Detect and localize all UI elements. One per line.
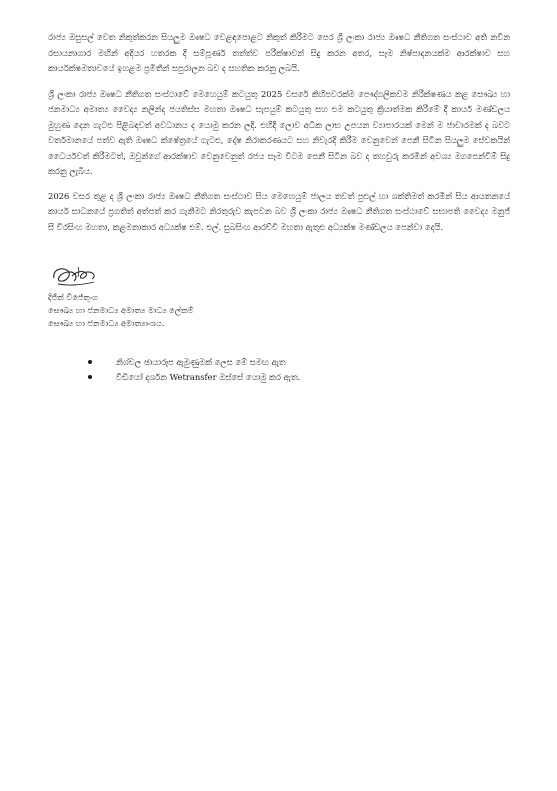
bullet-icon bbox=[88, 375, 92, 379]
signature-block bbox=[48, 291, 288, 330]
paragraph-2026-plans: 2026 වසර තුළ ද ශ්‍රී ලංකා රාජ්‍ය ඖෂධ නීතිගත සංස්ථාව සිය මෙහෙයුම් ජාලය තවත් පුළුල් හා ශක්තිමත් කරමින් සිය ආයතනයේ කාර්ය සාධනයේ ප්‍රගතිත් අත්පත් කර ගැනීමට නිරතුරුව කැපවන බව ශ්‍රී ලංකා රාජ්‍ය ඖෂධ නීතිගත සංස්ථාවේ සභාපති වෛද්‍ය මනුජ් සී වීරසිංහ මහතා, කළමනාකාර අධ්‍යක්ෂ එම්. එල්. සුබසිංහ ආරච්චි මහතා ඇතුළු අධ්‍යක්ෂ මණ්ඩලය පෙන්වා දෙයි. bbox=[48, 190, 510, 232]
paragraph-drug-testing: රාජ්‍ය ඔසුසල් වෙත නිකුත්කරන සියලුම ඖෂධ වෙළඳපොළට නිකුත් කිරීමට පෙර ශ්‍රී ලංකා රාජ්‍ය ඖෂධ නීතිගත සංස්ථාව අති නවීන රසායනාගාර මඟින් අදියර හතරක දී සම්පූර්ණ තත්ත්ව පරීක්ෂාවන් සිදු කරන අතර, සෑම නිෂ්පාදනයක්ම ආරක්ෂාව සහ කාර්යක්ෂමතාවයේ ඉහළම ප්‍රමිතීන් සපුරාලන බව ද සහතික කරනු ලබයි. bbox=[48, 32, 510, 73]
handwritten-signature bbox=[48, 262, 108, 290]
press-release-body bbox=[48, 30, 510, 244]
list-item bbox=[88, 370, 488, 385]
paragraph-minister-oversight: ශ්‍රී ලංකා රාජ්‍ය ඖෂධ නීතිගත සංස්ථාවේ මෙහෙයුම් කටයුතු 2025 වසරේ කිහිපවරක්ම පෞද්ගලිකවම නිරීක්ෂණය කළ සෞඛ්‍ය හා ජනමාධ්‍ය අමාත්‍ය වෛද්‍ය නලින්ද ජයතිස්ස මහතා ඖෂධ සැපයුම් කටයුතු සහ එම කටයුතු ක්‍රියාත්මක කිරීමේ දී කාර්ය මණ්ඩලය මුහුණ දෙන ගැටළු පිළිබඳවත් අවධානය ද යොමු කරන ලදි. එහිදී ලොව අධික ලාභ උපයන ව්‍යාපාරයක් මෙන් ම ජාවාරමක් ද බවට වර්තමානයේ පත්ව ඇති ඖෂධ ක්ෂේත්‍රයේ ගැටළු, දෝෂ නිරාකරණයට සහ නිවැරදි කිරීම වෙනුවෙන් පෙනී සිටින සියලුම සේවකයින් ධෛර්යවත් කිරීමටත්, ඔවුන්ගේ ආරක්ෂාව වෙනුවෙනුත් රජය සෑම විටම පෙනී සිටින බව ද තහවුරු කරමින් අවශ්‍ය මගපෙන්වීම් සිදු කරනු ලැබීය. bbox=[48, 88, 510, 176]
bullet-icon bbox=[88, 360, 92, 364]
attachments-list bbox=[88, 355, 488, 385]
signatory-name: දිජිත් විජේතුංග bbox=[48, 292, 99, 302]
list-item bbox=[88, 355, 488, 370]
signatory-title: සෞඛ්‍ය හා ජනමාධ්‍ය අමාත්‍ය මාධ්‍ය ලේකම් bbox=[48, 305, 194, 315]
signatory-office: සෞඛ්‍ය හා ජනමාධ්‍ය අමාත්‍යාංශය. bbox=[48, 318, 165, 328]
attachment-video: වීඩියෝ දර්ශන Wetransfer ඔස්සේ යොමු කර ඇත. bbox=[116, 372, 301, 382]
attachment-photos: නිශ්චල ඡායාරූප ඇමුණුමක් ලෙස මේ සමඟ ඇත bbox=[116, 357, 286, 367]
